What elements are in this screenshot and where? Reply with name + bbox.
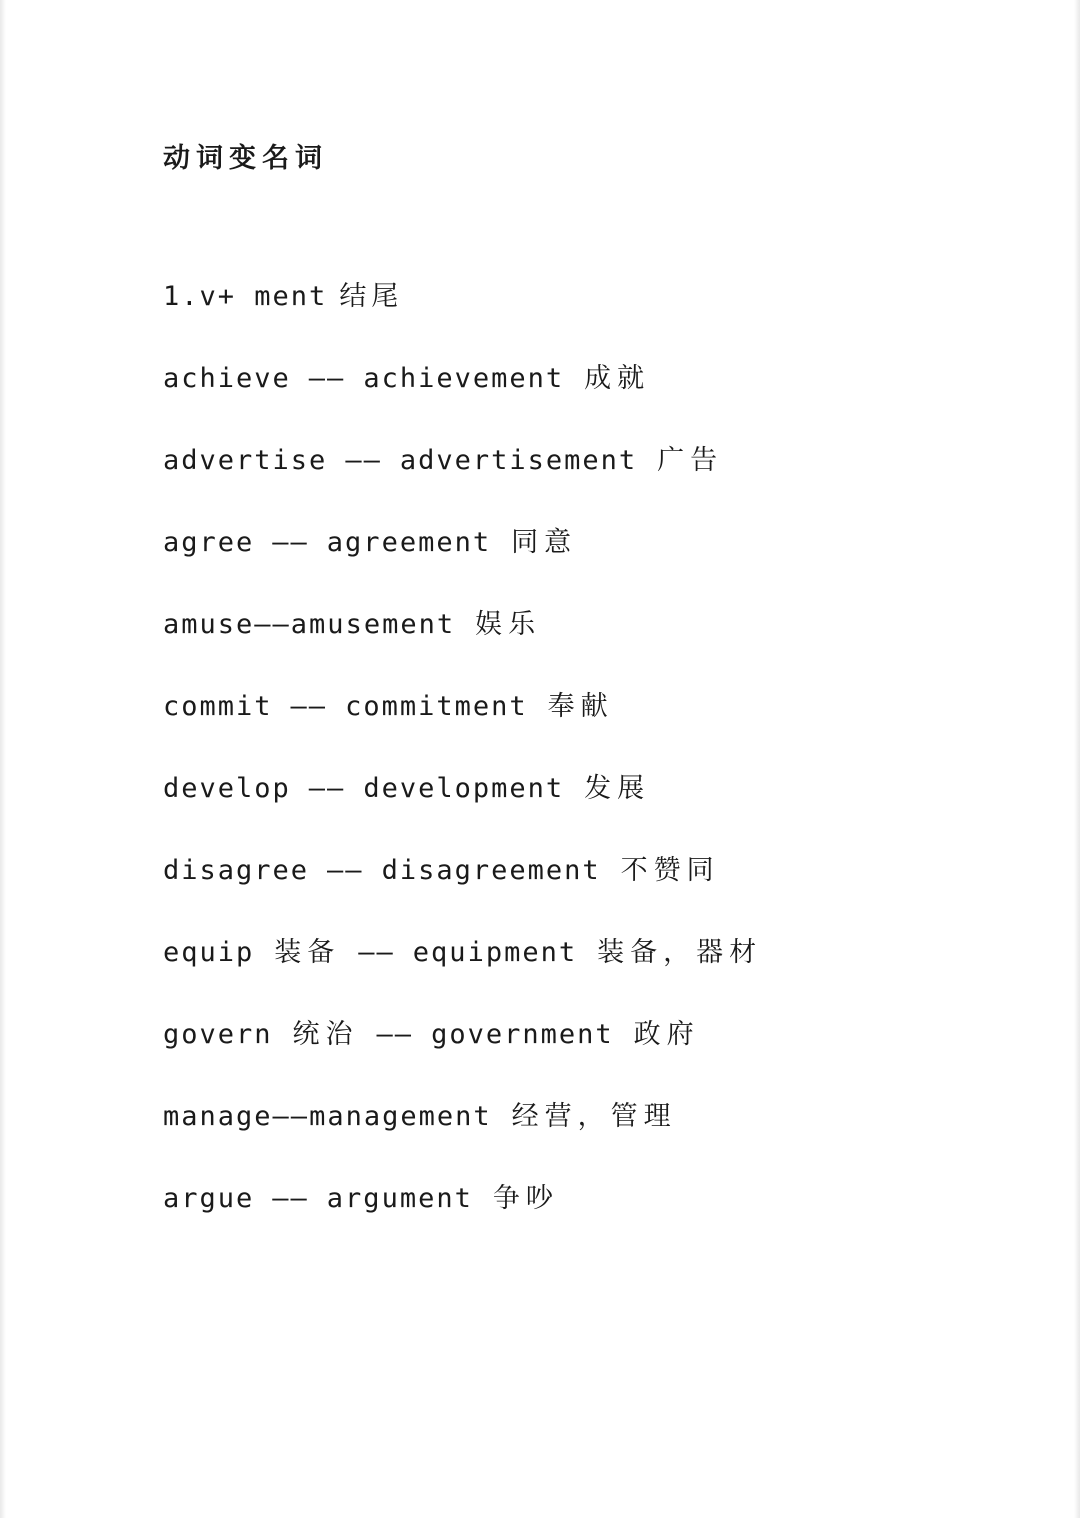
- verb: advertise: [163, 445, 328, 476]
- list-item: [163, 1176, 559, 1215]
- dash: ——: [254, 609, 291, 640]
- verb-translation: 装备: [274, 937, 341, 968]
- noun: equipment: [412, 937, 578, 968]
- noun-translation: 同意: [511, 527, 578, 558]
- noun-translation: 奉献: [547, 691, 614, 722]
- noun-translation: 争吵: [492, 1183, 559, 1214]
- dash: ——: [308, 363, 346, 394]
- noun-translation: 经营，管理: [511, 1101, 677, 1132]
- noun-translation: 广告: [657, 445, 724, 476]
- verb: agree: [163, 527, 255, 558]
- noun-translation: 成就: [584, 363, 651, 394]
- page-edge-right: [1074, 0, 1080, 1518]
- dash: ——: [358, 937, 395, 968]
- noun: development: [363, 773, 565, 804]
- verb: develop: [163, 773, 291, 804]
- verb-translation: 统治: [292, 1019, 359, 1050]
- verb: disagree: [163, 855, 310, 886]
- list-item: [163, 684, 614, 723]
- verb: govern: [163, 1019, 273, 1050]
- page-edge-left: [0, 0, 6, 1518]
- noun: commitment: [345, 691, 528, 722]
- list-item: [163, 602, 541, 641]
- list-item: [163, 356, 650, 395]
- verb: amuse: [163, 609, 255, 640]
- verb: argue: [163, 1183, 255, 1214]
- section-heading: [163, 274, 403, 313]
- dash: ——: [272, 1183, 309, 1214]
- noun: amusement: [290, 609, 456, 640]
- dash: ——: [290, 691, 328, 722]
- list-item: [163, 848, 720, 887]
- section-heading-rule: 1.v+ ment: [163, 281, 328, 312]
- section-heading-suffix: 结尾: [339, 281, 404, 312]
- noun: argument: [326, 1183, 473, 1214]
- noun: management: [309, 1101, 492, 1132]
- noun-translation: 政府: [633, 1019, 700, 1050]
- dash: ——: [327, 855, 364, 886]
- list-item: [163, 1012, 700, 1051]
- list-item: [163, 1094, 677, 1133]
- noun: agreement: [326, 527, 492, 558]
- noun-translation: 发展: [584, 773, 651, 804]
- noun-translation: 装备，器材: [597, 937, 763, 968]
- dash: ——: [272, 527, 309, 558]
- noun: disagreement: [381, 855, 601, 886]
- list-item: [163, 930, 762, 969]
- dash: ——: [376, 1019, 414, 1050]
- dash: ——: [272, 1101, 310, 1132]
- dash: ——: [308, 773, 346, 804]
- verb: manage: [163, 1101, 273, 1132]
- verb: achieve: [163, 363, 291, 394]
- list-item: [163, 438, 723, 477]
- noun: advertisement: [399, 445, 638, 476]
- noun-translation: 娱乐: [475, 609, 542, 640]
- noun: government: [431, 1019, 614, 1050]
- list-item: [163, 520, 577, 559]
- list-item: [163, 766, 650, 805]
- noun: achievement: [363, 363, 565, 394]
- verb: equip: [163, 937, 255, 968]
- verb: commit: [163, 691, 273, 722]
- dash: ——: [345, 445, 382, 476]
- page-title: 动词变名词: [163, 143, 328, 174]
- noun-translation: 不赞同: [620, 855, 720, 886]
